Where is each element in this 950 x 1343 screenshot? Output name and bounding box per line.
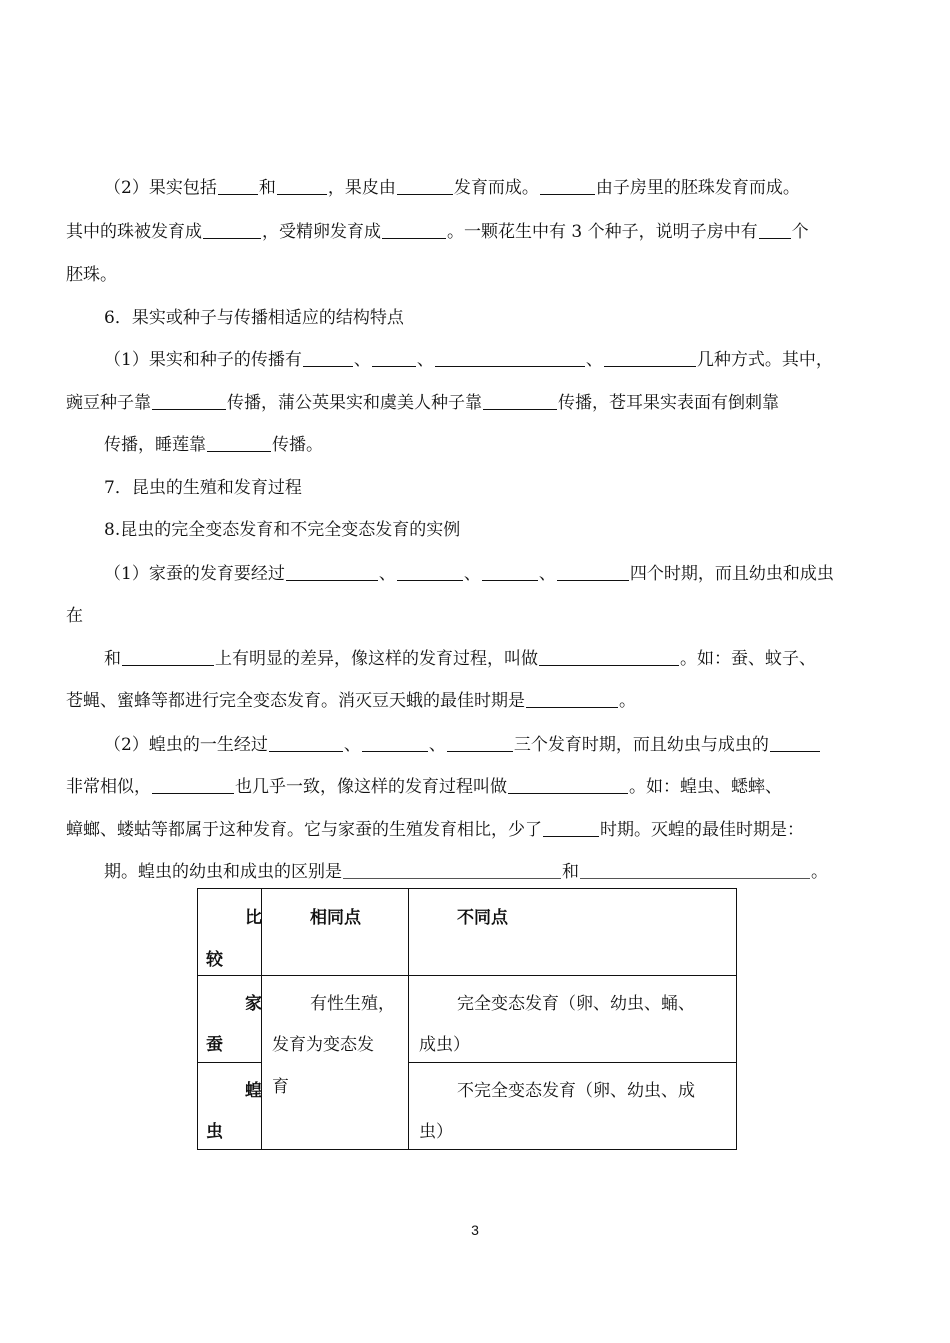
text: （1）家蚕的发育要经过 <box>104 564 285 584</box>
table-cell <box>198 976 262 1063</box>
text: 非常相似， <box>66 777 151 797</box>
fill-blank[interactable] <box>604 350 696 367</box>
fill-blank[interactable] <box>218 178 258 195</box>
fill-blank[interactable] <box>122 649 214 666</box>
text-line-silkworm-difference <box>104 647 934 671</box>
table-cell-same <box>262 976 409 1150</box>
fill-blank[interactable] <box>580 862 810 879</box>
fill-blank[interactable] <box>372 350 416 367</box>
header-different: 不同点 <box>457 908 508 928</box>
table-cell <box>409 1063 737 1150</box>
text: 在 <box>66 606 83 626</box>
fill-blank[interactable] <box>508 777 628 794</box>
fill-blank[interactable] <box>759 222 791 239</box>
text: 和 <box>104 649 121 669</box>
text: 。如：蝗虫、蟋蟀、 <box>629 777 782 797</box>
text: 和 <box>562 862 579 882</box>
fill-blank[interactable] <box>435 350 585 367</box>
text: 上有明显的差异，像这样的发育过程，叫做 <box>215 649 538 669</box>
text: 。一颗花生中有 3 个种子，说明子房中有 <box>447 222 758 242</box>
fill-blank[interactable] <box>482 564 538 581</box>
section-heading-6 <box>104 306 934 330</box>
text: 、 <box>585 350 603 370</box>
fill-blank[interactable] <box>540 178 595 195</box>
text: 也几乎一致，像这样的发育过程叫做 <box>235 777 507 797</box>
text: 、 <box>463 564 481 584</box>
text-line-dispersal-examples <box>66 391 896 415</box>
text: 三个发育时期，而且幼虫与成虫的 <box>513 735 769 755</box>
text: 、 <box>428 735 446 755</box>
cell-text: 发育为变态发 <box>272 1035 374 1055</box>
text: ，受精卵发育成 <box>262 222 381 242</box>
text-line <box>66 604 896 628</box>
text: 由子房里的胚珠发育而成。 <box>595 178 800 198</box>
text: 7．昆虫的生殖和发育过程 <box>104 478 302 498</box>
text-line-locust <box>104 733 934 757</box>
row-label: 蚕 <box>206 1035 223 1055</box>
text: 、 <box>416 350 434 370</box>
cell-text: 虫） <box>419 1122 453 1142</box>
text: 8.昆虫的完全变态发育和不完全变态发育的实例 <box>104 520 461 540</box>
cell-text: 成虫） <box>419 1035 470 1055</box>
text-line-silkworm <box>104 562 934 586</box>
text: 。 <box>811 862 828 882</box>
table-header-row <box>198 889 737 976</box>
fill-blank[interactable] <box>539 649 679 666</box>
text: （2）蝗虫的一生经过 <box>104 735 268 755</box>
table-cell <box>262 889 409 976</box>
fill-blank[interactable] <box>303 350 353 367</box>
fill-blank[interactable] <box>397 178 453 195</box>
row-label: 家 <box>245 994 262 1014</box>
fill-blank[interactable] <box>152 393 226 410</box>
text: 和 <box>258 178 276 198</box>
fill-blank[interactable] <box>526 691 618 708</box>
text: 发育而成。 <box>453 178 539 198</box>
text: 蟑螂、蝼蛄等都属于这种发育。它与家蚕的生殖发育相比，少了 <box>66 820 542 840</box>
text: 个 <box>791 222 809 242</box>
cell-text: 有性生殖， <box>310 994 395 1014</box>
text-line-seed-parts <box>66 220 896 244</box>
text: 四个时期，而且幼虫和成虫 <box>629 564 834 584</box>
fill-blank[interactable] <box>447 735 513 752</box>
text-line-locust-similarity <box>66 775 896 799</box>
text: 、 <box>378 564 396 584</box>
fill-blank[interactable] <box>286 564 378 581</box>
text: 传播。 <box>272 435 323 455</box>
section-heading-8 <box>104 518 934 542</box>
text: 豌豆种子靠 <box>66 393 151 413</box>
text-line-complete-metamorphosis <box>66 689 896 713</box>
fill-blank[interactable] <box>543 820 599 837</box>
text-line-incomplete-metamorphosis <box>66 818 896 842</box>
fill-blank[interactable] <box>152 777 234 794</box>
row-label: 虫 <box>206 1122 223 1142</box>
text: 。 <box>619 691 636 711</box>
fill-blank[interactable] <box>362 735 428 752</box>
text: 其中的珠被发育成 <box>66 222 202 242</box>
table-cell <box>409 976 737 1063</box>
fill-blank[interactable] <box>382 222 446 239</box>
cell-text: 完全变态发育（卵、幼虫、蛹、 <box>457 994 695 1014</box>
text: 期。蝗虫的幼虫和成虫的区别是 <box>104 862 342 882</box>
table-cell <box>198 889 262 976</box>
text: 时期。灭蝗的最佳时期是： <box>600 820 804 840</box>
header-label: 较 <box>206 950 223 970</box>
row-label: 蝗 <box>245 1081 262 1101</box>
fill-blank[interactable] <box>277 178 327 195</box>
text: 6．果实或种子与传播相适应的结构特点 <box>104 308 404 328</box>
header-same: 相同点 <box>310 908 361 928</box>
text: 胚珠。 <box>66 265 117 285</box>
cell-text: 不完全变态发育（卵、幼虫、成 <box>457 1081 695 1101</box>
fill-blank[interactable] <box>483 393 557 410</box>
table-cell <box>409 889 737 976</box>
text-line-fruit-parts <box>104 176 934 200</box>
text-line-dispersal-end <box>104 433 934 457</box>
fill-blank[interactable] <box>397 564 463 581</box>
text: 、 <box>538 564 556 584</box>
text: 几种方式。其中， <box>696 350 833 370</box>
text: （2）果实包括 <box>104 178 217 198</box>
fill-blank[interactable] <box>343 862 561 879</box>
text: 苍蝇、蜜蜂等都进行完全变态发育。消灭豆天蛾的最佳时期是 <box>66 691 525 711</box>
section-heading-7 <box>104 476 934 500</box>
comparison-table <box>197 888 737 1150</box>
text: 。如：蚕、蚊子、 <box>680 649 816 669</box>
text-line <box>66 263 896 287</box>
fill-blank[interactable] <box>770 735 820 752</box>
fill-blank[interactable] <box>557 564 629 581</box>
text: ，果皮由 <box>327 178 396 198</box>
cell-text: 育 <box>272 1077 289 1097</box>
fill-blank[interactable] <box>203 222 261 239</box>
text: 传播，蒲公英果实和虞美人种子靠 <box>227 393 482 413</box>
text-line-locust-nymph <box>104 860 934 884</box>
text: 传播，睡莲靠 <box>104 435 206 455</box>
table-cell <box>198 1063 262 1150</box>
fill-blank[interactable] <box>207 435 271 452</box>
page-number: 3 <box>471 1222 479 1238</box>
text: 传播，苍耳果实表面有倒刺靠 <box>558 393 779 413</box>
text: 、 <box>343 735 361 755</box>
text: （1）果实和种子的传播有 <box>104 350 302 370</box>
header-label: 比 <box>245 908 262 928</box>
text: 、 <box>353 350 371 370</box>
text-line-dispersal <box>104 348 934 372</box>
fill-blank[interactable] <box>269 735 343 752</box>
table-row-silkworm <box>198 976 737 1063</box>
